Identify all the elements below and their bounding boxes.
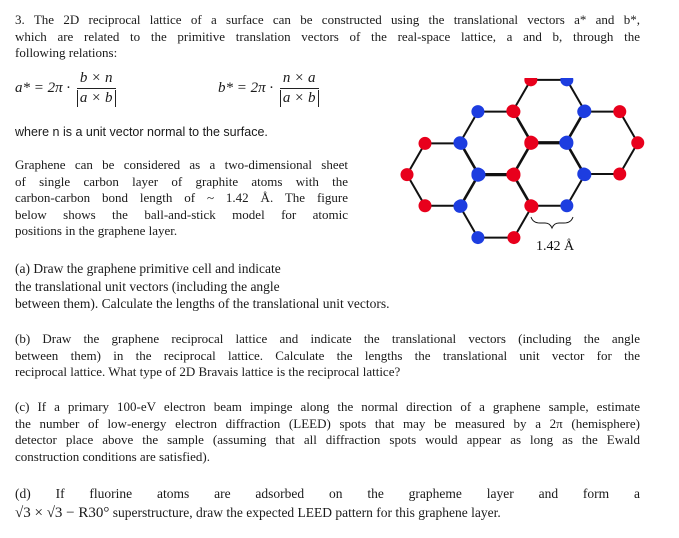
part-c-paragraph bbox=[15, 399, 640, 465]
equation-b-star bbox=[218, 70, 319, 107]
part-d-line-2-text: superstructure, draw the expected LEED pattern for this graphene layer. bbox=[109, 505, 501, 520]
carbon-atom bbox=[507, 105, 520, 118]
carbon-atom bbox=[455, 137, 468, 150]
carbon-atom bbox=[524, 137, 537, 150]
graphene-paragraph bbox=[15, 157, 348, 240]
part-c-line-1: (c) If a primary 100-eV electron beam impinge along the normal direction of a graphene sample, estimate bbox=[15, 399, 640, 414]
carbon-atom bbox=[524, 78, 537, 86]
intro-paragraph bbox=[15, 12, 640, 62]
part-d-paragraph bbox=[15, 484, 640, 523]
intro-line-3: following relations: bbox=[15, 45, 118, 60]
equation-b-lhs: b* = 2π · bbox=[218, 80, 274, 96]
equation-b-fraction bbox=[280, 70, 319, 107]
equation-a-lhs: a* = 2π · bbox=[15, 80, 71, 96]
part-c-line-2: the number of low-energy electron diffraction (LEED) spots that may be measured by a 2π (hemisphere) bbox=[15, 415, 640, 431]
equation-b-denominator: a × b bbox=[280, 89, 319, 107]
part-c-line-3: detector place above the sample (assuming that all diffraction spots would appear as long as the Ewald bbox=[15, 432, 640, 447]
carbon-atom bbox=[613, 105, 626, 118]
carbon-atom bbox=[419, 199, 432, 212]
part-b-line-2: between them) in the reciprocal lattice. Calculate the lengths the translational unit vector for the bbox=[15, 347, 640, 363]
graphene-line-1: Graphene can be considered as a two-dimensional sheet bbox=[15, 157, 348, 172]
superstructure-formula: √3 × √3 − R30° bbox=[15, 505, 110, 521]
lattice-bonds bbox=[407, 80, 638, 238]
carbon-atom bbox=[631, 136, 644, 149]
carbon-atom bbox=[471, 105, 484, 118]
part-c-line-4: construction conditions are satisfied). bbox=[15, 448, 210, 464]
part-a-line-3: between them). Calculate the lengths of the translational unit vectors. bbox=[15, 296, 390, 311]
carbon-atom bbox=[560, 78, 573, 86]
carbon-atom bbox=[471, 231, 484, 244]
where-line: where n is a unit vector normal to the surface. bbox=[15, 125, 268, 139]
carbon-atom bbox=[560, 137, 573, 150]
intro-line-1: 3. The 2D reciprocal lattice of a surface can be constructed using the translational vectors a* and b*, bbox=[15, 12, 640, 27]
carbon-atom bbox=[560, 199, 573, 212]
graphene-line-3: carbon-carbon bond length of ~ 1.42 Å. The figure bbox=[15, 190, 348, 205]
carbon-atom bbox=[471, 169, 484, 182]
graphene-lattice-figure bbox=[395, 78, 665, 256]
carbon-atom bbox=[578, 168, 591, 181]
carbon-atom bbox=[577, 105, 590, 118]
carbon-atom bbox=[613, 167, 626, 180]
carbon-atom bbox=[525, 200, 538, 213]
graphene-line-4: below shows the ball-and-stick model for atomic bbox=[15, 206, 348, 222]
graphene-line-2: of single carbon layer of graphite atoms with the bbox=[15, 173, 348, 189]
graphene-line-5: positions in the graphene layer. bbox=[15, 223, 178, 238]
equation-a-numerator: b × n bbox=[77, 70, 116, 89]
part-d-line-1: (d) If fluorine atoms are adsorbed on the grapheme layer and form a bbox=[15, 486, 640, 501]
bond-length-brace bbox=[531, 217, 573, 228]
part-b-line-1: (b) Draw the graphene reciprocal lattice and indicate the translational vectors (including the angle bbox=[15, 331, 640, 346]
carbon-atom bbox=[401, 168, 414, 181]
part-b-paragraph bbox=[15, 331, 640, 381]
part-b-line-3: reciprocal lattice. What type of 2D Bravais lattice is the reciprocal lattice? bbox=[15, 364, 401, 379]
equation-a-fraction bbox=[77, 70, 116, 107]
intro-line-2: which are related to the primitive translation vectors of the real-space lattice, a and b, through the bbox=[15, 28, 640, 44]
part-a-paragraph bbox=[15, 260, 475, 313]
part-a-line-1: (a) Draw the graphene primitive cell and indicate bbox=[15, 261, 281, 276]
carbon-atom bbox=[419, 137, 432, 150]
carbon-atom bbox=[507, 231, 520, 244]
equation-a-denominator: a × b bbox=[77, 89, 116, 107]
part-a-line-2: the translational unit vectors (including the angle bbox=[15, 278, 280, 294]
carbon-atom bbox=[453, 200, 466, 213]
equation-b-numerator: n × a bbox=[280, 70, 319, 89]
equation-a-star bbox=[15, 70, 116, 107]
bond-length-label: 1.42 Å bbox=[536, 239, 575, 254]
part-d-line-2 bbox=[15, 503, 640, 523]
carbon-atom bbox=[507, 169, 520, 182]
